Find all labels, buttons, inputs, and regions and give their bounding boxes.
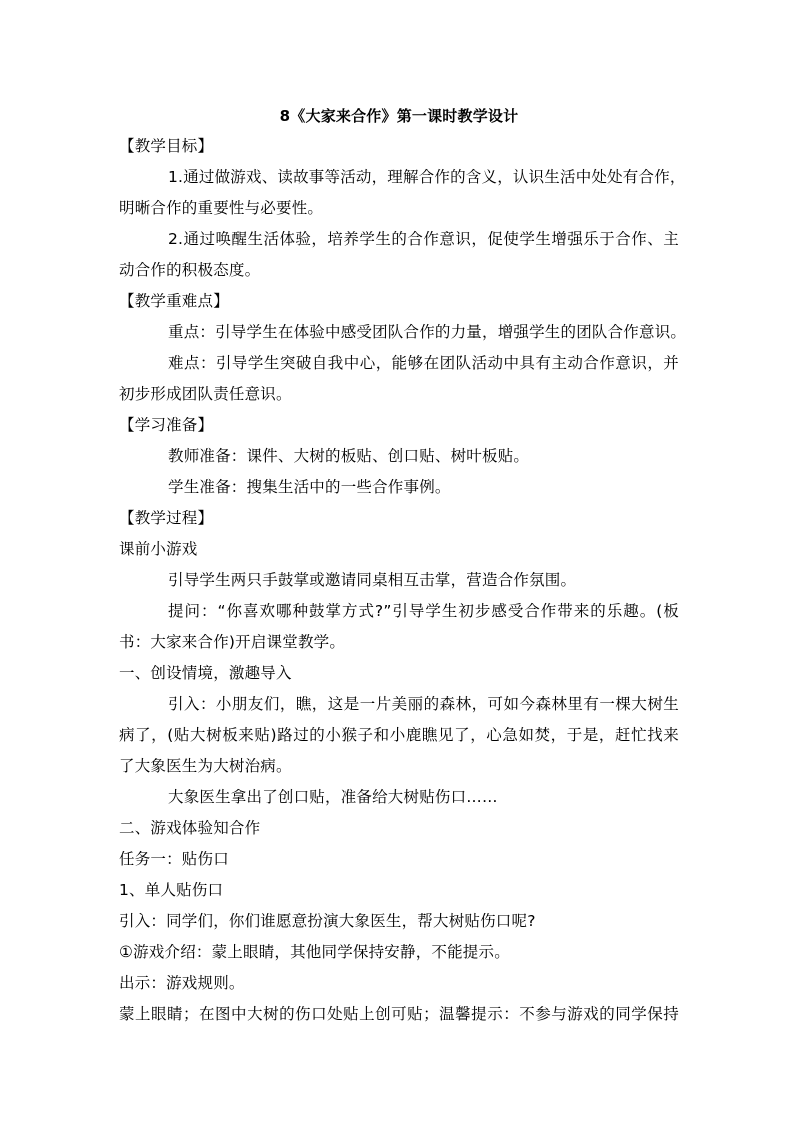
text-line: 【教学过程】 <box>119 509 214 527</box>
text-line: 明晰合作的重要性与必要性。 <box>119 199 324 217</box>
text-line: 难点：引导学生突破自我中心，能够在团队活动中具有主动合作意识，并 <box>168 354 679 372</box>
text-line: 重点：引导学生在体验中感受团队合作的力量，增强学生的团队合作意识。 <box>168 323 687 341</box>
text-line: ①游戏介绍：蒙上眼睛，其他同学保持安静，不能提示。 <box>119 943 510 961</box>
text-line: 引导学生两只手鼓掌或邀请同桌相互击掌，营造合作氛围。 <box>168 571 577 589</box>
text-line: 1、单人贴伤口 <box>119 881 224 899</box>
text-line: 【教学重难点】 <box>119 292 229 310</box>
text-line: 大象医生拿出了创口贴，准备给大树贴伤口…… <box>168 788 498 806</box>
text-line: 【学习准备】 <box>119 416 214 434</box>
text-line: 【教学目标】 <box>119 137 214 155</box>
text-line: 书：大家来合作)开启课堂教学。 <box>119 633 346 651</box>
text-line: 任务一：贴伤口 <box>119 850 229 868</box>
text-line: 学生准备：搜集生活中的一些合作事例。 <box>168 478 451 496</box>
text-line: 蒙上眼睛；在图中大树的伤口处贴上创可贴；温馨提示：不参与游戏的同学保持 <box>119 1005 679 1023</box>
text-line: 二、游戏体验知合作 <box>119 819 261 837</box>
text-line: 了大象医生为大树治病。 <box>119 757 292 775</box>
text-line: 初步形成团队责任意识。 <box>119 385 292 403</box>
text-line: 病了，(贴大树板来贴)路过的小猴子和小鹿瞧见了，心急如焚，于是，赶忙找来 <box>119 726 679 744</box>
text-line: 课前小游戏 <box>119 540 198 558</box>
document-title: 8《大家来合作》第一课时教学设计 <box>279 107 519 125</box>
document-lines <box>119 131 687 1030</box>
document-body <box>119 101 687 1030</box>
text-line: 动合作的积极态度。 <box>119 261 261 279</box>
text-line: 2.通过唤醒生活体验，培养学生的合作意识，促使学生增强乐于合作、主 <box>168 230 679 248</box>
text-line: 一、创设情境，激趣导入 <box>119 664 292 682</box>
text-line: 出示：游戏规则。 <box>119 974 245 992</box>
text-line: 教师准备：课件、大树的板贴、创口贴、树叶板贴。 <box>168 447 530 465</box>
text-line: 提问：“你喜欢哪种鼓掌方式?”引导学生初步感受合作带来的乐趣。(板 <box>168 602 679 620</box>
text-line: 引入：同学们，你们谁愿意扮演大象医生，帮大树贴伤口呢? <box>119 912 536 930</box>
text-line: 1.通过做游戏、读故事等活动，理解合作的含义，认识生活中处处有合作， <box>168 168 686 186</box>
text-line: 引入：小朋友们，瞧，这是一片美丽的森林，可如今森林里有一棵大树生 <box>168 695 679 713</box>
